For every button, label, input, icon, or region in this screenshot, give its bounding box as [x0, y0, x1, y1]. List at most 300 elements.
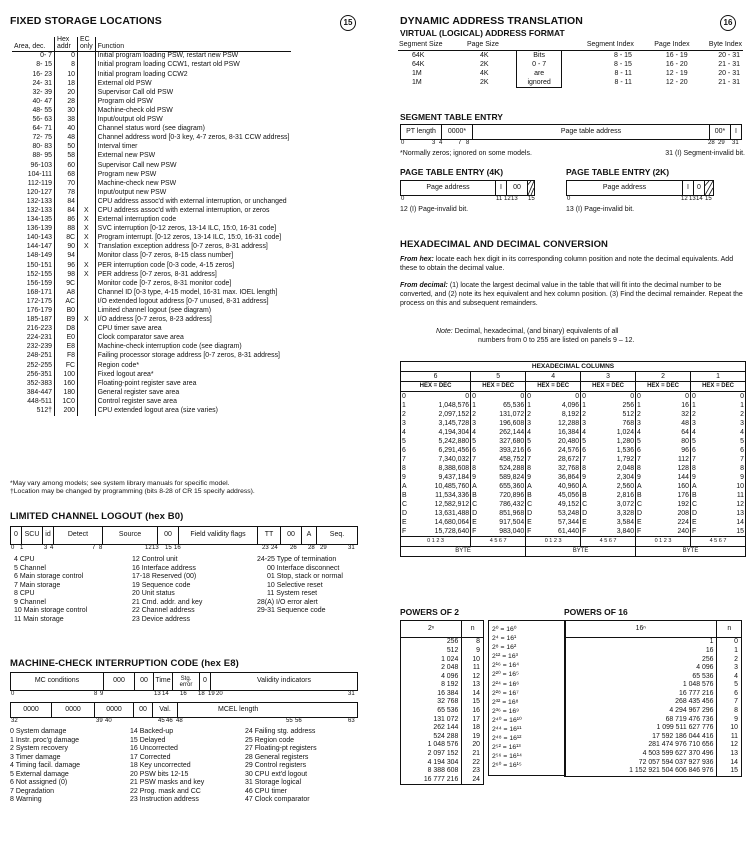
hex-table-row [401, 410, 746, 419]
hex-digit-cell: 8 [527, 464, 532, 472]
fixed-storage-cell: 232-239 [12, 343, 55, 352]
dec-value-cell: 15,728,640 [412, 527, 470, 537]
hatch-icon [705, 181, 713, 195]
fixed-storage-row [12, 188, 291, 197]
fixed-storage-cell [78, 106, 96, 115]
dec-value-cell: 262,144 [482, 428, 525, 437]
power-equivalence: 2²⁴ = 16⁶ [492, 680, 520, 688]
hex-col-number: 3 [581, 372, 636, 382]
bit-number: 46 [166, 718, 173, 724]
dec-value-cell: 224 [655, 518, 691, 527]
hex-digit-cell: 4 [527, 428, 532, 436]
fixed-storage-cell: 8 [55, 61, 78, 70]
bit-group-label: 4 5 6 7 [709, 538, 727, 545]
bit-number: 56 [295, 718, 302, 724]
fixed-storage-row [12, 361, 291, 370]
hex-digit-cell: 7 [402, 455, 406, 463]
vaf-cell: 8 - 11 [614, 69, 632, 77]
fixed-storage-cell [78, 143, 96, 152]
power-value: 65 536 [565, 672, 717, 681]
fixed-storage-cell: 40- 47 [12, 97, 55, 106]
fixed-storage-row [12, 161, 291, 170]
bit-number: 7 [458, 140, 462, 146]
hex-digit-cell: 8 [691, 464, 696, 472]
power-exponent: 10 [472, 655, 480, 663]
power-value: 256 [401, 638, 462, 647]
fixed-storage-cell: 248-251 [12, 352, 55, 361]
power-exponent: 9 [476, 646, 480, 654]
fixed-storage-cell: 78 [55, 188, 78, 197]
fixed-storage-cell: X [78, 234, 96, 243]
mcic-legend-item: 14 Backed-up [130, 728, 174, 735]
powers16-row [565, 647, 742, 656]
bit-number: 14 [162, 691, 169, 697]
lcl-legend-grid [14, 556, 367, 624]
fixed-storage-cell: 252-255 [12, 361, 55, 370]
power-exponent: 0 [734, 638, 738, 646]
fixed-storage-cell [78, 115, 96, 124]
fixed-storage-row [12, 88, 291, 97]
fixed-storage-cell: 56- 63 [12, 115, 55, 124]
hex-digit-cell: 6 [402, 446, 406, 454]
dec-value-cell: 14 [736, 518, 744, 526]
hex-digit-cell: 0 [637, 392, 641, 400]
lcl-legend-item: 4 CPU [14, 556, 35, 563]
fixed-storage-body [12, 51, 291, 415]
bit-number: 55 [286, 718, 293, 724]
hex-digit-cell: B [637, 491, 642, 499]
hex-col-numbers [401, 372, 746, 382]
dec-value-cell: 36,864 [539, 473, 581, 482]
fixed-storage-cell [78, 252, 96, 261]
fixed-storage-row [12, 179, 291, 188]
dec-value-cell: 1,536 [596, 446, 636, 455]
dec-value-cell: 16,384 [539, 428, 581, 437]
powers2-header: 2ⁿ [401, 621, 462, 638]
fixed-storage-cell: 156-159 [12, 279, 55, 288]
dec-value-cell: 1,024 [596, 428, 636, 437]
vaf-cell: 21 - 31 [718, 60, 740, 68]
bit-number: 39 [96, 718, 103, 724]
fixed-storage-cell: 100 [55, 370, 78, 379]
lcl-legend-item: 10 Main storage control [14, 607, 88, 615]
bit-number: 3 [432, 140, 436, 146]
hex-table-row [401, 401, 746, 410]
powers2-row [401, 690, 484, 699]
hex-digit-cell: 3 [582, 419, 586, 427]
vaf-cell: 64K [412, 60, 425, 68]
vaf-cell: 8 - 15 [614, 51, 632, 59]
fixed-storage-cell: 448-511 [12, 397, 55, 406]
dec-value-cell: 32 [655, 410, 691, 419]
hex-digit-cell: 1 [527, 401, 532, 409]
mcic-field: Time [154, 673, 173, 690]
hatch-icon [528, 181, 534, 195]
mcic-legend-item: 31 Storage logical [245, 779, 302, 787]
bit-number: 13 [152, 545, 159, 551]
ste-subtitle: SEGMENT TABLE ENTRY [400, 112, 503, 122]
mcic-row1-bits [10, 691, 356, 699]
fixed-storage-cell: B9 [55, 316, 78, 325]
fixed-storage-cell: 98 [55, 270, 78, 279]
fixed-storage-cell: Fixed logout area* [97, 370, 154, 378]
lcl-legend-item: 16 Interface address [132, 564, 196, 572]
hex-digit-cell: 6 [527, 446, 532, 454]
power-equivalence: 2¹² = 16³ [492, 653, 518, 661]
powers-equivalence-box [488, 620, 566, 776]
vaf-row [398, 60, 743, 69]
mcic-legend-item: 20 PSW bits 12-15 [130, 770, 189, 778]
hex-table-title: HEXADECIMAL COLUMNS [531, 362, 615, 370]
fixed-storage-cell: 256-351 [12, 370, 55, 379]
bit-number: 24 [271, 545, 278, 551]
fixed-storage-cell: 104-111 [12, 170, 55, 179]
hex-digit-cell: D [637, 509, 643, 517]
lcl-legend-item: 17-18 Reserved (00) [132, 573, 197, 581]
dec-value-cell: 9 [740, 473, 744, 481]
bit-number: 26 [290, 545, 297, 551]
bit-number: 40 [105, 718, 112, 724]
dec-value-cell: 53,248 [539, 509, 581, 518]
dec-value-cell: 786,432 [482, 500, 525, 509]
hex-digit-cell: 2 [582, 410, 586, 418]
pte2-note: 13 (I) Page-invalid bit. [566, 206, 635, 213]
hex-digit-cell: 2 [691, 410, 696, 418]
hex-digit-cell: C [637, 500, 643, 508]
dec-value-cell: 0 [596, 392, 636, 402]
fixed-storage-row [12, 379, 291, 388]
power-value: 2 097 152 [401, 750, 462, 759]
dec-value-cell: 40,960 [539, 482, 581, 491]
powers16-title: POWERS OF 16 [564, 607, 628, 617]
fixed-storage-cell [78, 388, 96, 397]
pte4-format-box [400, 180, 535, 196]
dec-value-cell: 524,288 [482, 464, 525, 473]
fixed-storage-cell: Supervisor Call new PSW [97, 161, 177, 169]
hex-digit-cell: F [691, 527, 697, 535]
fixed-storage-row [12, 206, 291, 215]
bit-number: 0 [401, 196, 405, 202]
bit-number: 12 [145, 545, 152, 551]
bit-number: 31 [348, 545, 355, 551]
fixed-storage-cell: 18 [55, 79, 78, 88]
dec-value-cell: 1,792 [596, 455, 636, 464]
power-exponent: 10 [730, 724, 738, 732]
dec-value-cell: 144 [655, 473, 691, 482]
fixed-storage-cell [78, 97, 96, 106]
mcic-legend-item: 6 Not assigned (0) [10, 779, 68, 787]
fixed-storage-cell: 10 [55, 70, 78, 79]
power-value: 4 194 304 [401, 758, 462, 767]
fixed-storage-cell [78, 343, 96, 352]
dec-value-cell: 96 [655, 446, 691, 455]
fixed-storage-row [12, 197, 291, 206]
hex-digit-cell: E [527, 518, 532, 526]
hex-digit-cell: 6 [472, 446, 476, 454]
fixed-storage-cell [78, 88, 96, 97]
vaf-header: Page Index [654, 41, 690, 48]
fixed-storage-row [12, 125, 291, 134]
dec-value-cell: 1,048,576 [412, 401, 470, 410]
fixed-storage-footnotes [10, 480, 255, 496]
fixed-storage-cell: Program old PSW [97, 97, 153, 105]
dec-value-cell: 13,631,488 [412, 509, 470, 518]
bit-number: 18 [198, 691, 205, 697]
hex-digit-cell: 0 [527, 392, 532, 400]
hex-digit-cell: 1 [402, 401, 406, 409]
dec-value-cell: 24,576 [539, 446, 581, 455]
fixed-storage-cell: Program interrupt. [0-12 zeros, 13-14 ILC, 15:0, 16-31 code] [97, 234, 282, 242]
fixed-storage-cell: Control register save area [97, 397, 177, 405]
fixed-storage-cell: 86 [55, 216, 78, 225]
fixed-storage-cell: B0 [55, 306, 78, 315]
hex-digit-cell: A [637, 482, 642, 490]
power-value: 268 435 456 [565, 698, 717, 707]
dec-value-cell: 0 [482, 392, 525, 402]
fixed-storage-cell [78, 379, 96, 388]
hex-digit-cell: 2 [472, 410, 476, 418]
hex-digit-cell: A [402, 482, 407, 490]
lcl-legend-item: 01 Stop, stack or normal [267, 573, 343, 581]
fixed-storage-cell: 0 [55, 51, 78, 61]
fixed-storage-cell: Region code* [97, 361, 140, 369]
mcic-legend-item: 7 Degradation [10, 787, 54, 795]
hex-digit-cell: 2 [402, 410, 406, 418]
pte2-field: I [683, 181, 694, 195]
hex-digit-cell: 0 [691, 392, 696, 400]
pte2-subtitle: PAGE TABLE ENTRY (2K) [566, 167, 670, 177]
bit-number: 29 [718, 140, 725, 146]
dec-value-cell: 589,824 [482, 473, 525, 482]
lcl-bit-numbers [10, 545, 356, 553]
dec-value-cell: 2,048 [596, 464, 636, 473]
hex-digit-cell: D [582, 509, 588, 517]
dec-value-cell: 2,816 [596, 491, 636, 500]
fixed-storage-cell: Input/output new PSW [97, 188, 167, 196]
hex-digit-cell: 5 [402, 437, 406, 445]
dec-value-cell: 3,145,728 [412, 419, 470, 428]
dec-value-cell: 240 [655, 527, 691, 537]
hex-table-row [401, 392, 746, 402]
mcic-legend-item: 0 System damage [10, 728, 67, 735]
vaf-header: Page Size [466, 41, 499, 48]
mcic-legend-item: 2 System recovery [10, 745, 68, 753]
hex-digit-cell: 9 [527, 473, 532, 481]
fixed-storage-cell: 88 [55, 225, 78, 234]
power-exponent: 19 [472, 732, 480, 740]
hex-col-header: HEX = DEC [526, 382, 581, 392]
pte4-field: 00 [507, 181, 528, 195]
hex-digit-cell: F [472, 527, 477, 535]
note-text: numbers from 0 to 255 are listed on panels 9 – 12. [478, 337, 635, 345]
bit-number: 12 [681, 196, 688, 202]
fixed-storage-cell: Initial program loading CCW2 [97, 70, 188, 78]
hex-digit-cell: B [527, 491, 532, 499]
hex-col-number: 1 [716, 372, 720, 380]
ste-format-box [400, 124, 742, 140]
bit-number: 9 [100, 691, 104, 697]
lcl-field: Source [103, 527, 158, 544]
fixed-storage-cell: Translation exception address [0-7 zeros, 8-31 address] [97, 243, 268, 251]
powers16-row [565, 733, 742, 742]
powers2-row [401, 733, 484, 742]
lcl-legend-item: 7 Main storage [14, 581, 61, 589]
hex-digit-cell: B [691, 491, 697, 499]
dec-value-cell: 12,288 [539, 419, 581, 428]
fixed-storage-cell: 84 [55, 197, 78, 206]
equivalence-list [492, 625, 562, 771]
vaf-header [517, 40, 562, 51]
fixed-storage-cell [78, 334, 96, 343]
mcic-title: MACHINE-CHECK INTERRUPTION CODE (hex E8) [10, 658, 239, 669]
hex-digit-cell: C [582, 500, 588, 508]
fixed-storage-cell: 28 [55, 97, 78, 106]
fixed-storage-cell: X [78, 216, 96, 225]
hex-digit-cell: 4 [691, 428, 696, 436]
hex-digit-cell: B [472, 491, 477, 499]
fixed-storage-cell: 40 [55, 125, 78, 134]
hex-digit-cell: 4 [472, 428, 476, 436]
fixed-storage-row [12, 243, 291, 252]
fixed-storage-cell: 8- 15 [12, 61, 55, 70]
powers2-row [401, 707, 484, 716]
vaf-cell: are [517, 69, 562, 78]
fixed-storage-cell: 70 [55, 179, 78, 188]
power-value: 4 294 967 296 [565, 707, 717, 716]
hex-table-row [401, 428, 746, 437]
fixed-storage-cell: Machine-check old PSW [97, 106, 173, 114]
footnote: *May vary among models; see system library manuals for specific model. [10, 480, 230, 487]
lcl-field: A [302, 527, 317, 544]
mcic-row2-bits [10, 718, 356, 726]
lcl-legend-item: 23 Device address [132, 615, 190, 623]
fixed-storage-cell: 68 [55, 170, 78, 179]
hex-digit-cell: 4 [582, 428, 586, 436]
fixed-storage-cell: CPU address assoc'd with external interruption, or zeros [97, 206, 270, 214]
fixed-storage-cell: Initial program loading CCW1, restart old PSW [97, 61, 240, 69]
hex-digit-cell: E [691, 518, 697, 526]
hex-table-row [401, 419, 746, 428]
fixed-storage-cell: 24- 31 [12, 79, 55, 88]
dec-value-cell: 8,192 [539, 410, 581, 419]
bit-number: 15 [528, 196, 535, 202]
hex-digit-cell: 1 [637, 401, 641, 409]
bit-number: 15 [705, 196, 712, 202]
bit-number: 8 [99, 545, 103, 551]
powers16-row [565, 698, 742, 707]
power-value: 1 024 [401, 655, 462, 664]
hex-digit-cell: 0 [582, 392, 586, 400]
power-exponent: 16 [472, 707, 480, 715]
hex-digit-cell: 9 [582, 473, 586, 481]
pte2-bit-numbers [566, 196, 716, 204]
ste-note: 31 (I) Segment-invalid bit. [665, 150, 745, 157]
hex-col-header: HEX = DEC [702, 383, 734, 390]
dec-value-cell: 9,437,184 [412, 473, 470, 482]
hex-digit-cell: F [402, 527, 407, 535]
bit-number: 48 [176, 718, 183, 724]
power-value: 4 503 599 627 370 496 [565, 750, 717, 759]
pte4-field: I [496, 181, 507, 195]
dec-value-cell: 3,584 [596, 518, 636, 527]
bit-number: 11 [496, 196, 503, 202]
mcic-legend-item: 28 General registers [245, 753, 309, 761]
fixed-storage-cell [78, 279, 96, 288]
powers2-row [401, 664, 484, 673]
mcic-legend-grid [10, 728, 365, 805]
dec-value-cell: 393,216 [482, 446, 525, 455]
hex-digit-cell: 0 [402, 392, 406, 400]
power-exponent: 12 [730, 741, 738, 749]
fixed-storage-cell: 32- 39 [12, 88, 55, 97]
dec-value-cell: 2,304 [596, 473, 636, 482]
pte2-field: 0 [694, 181, 705, 195]
power-exponent: 5 [734, 681, 738, 689]
power-value: 1 152 921 504 606 846 976 [565, 767, 717, 776]
powers16-row [565, 741, 742, 750]
dec-value-cell: 128 [655, 464, 691, 473]
dec-value-cell: 655,360 [482, 482, 525, 491]
fixed-storage-cell: PER interruption code [0-3 code, 4-15 zeros] [97, 261, 234, 269]
power-exponent: 11 [730, 732, 738, 740]
fixed-storage-cell: 384-447 [12, 388, 55, 397]
dec-value-cell: 0 [740, 392, 744, 400]
hex-digit-cell: A [691, 482, 697, 490]
power-exponent: 13 [730, 750, 738, 758]
dec-value-cell: 112 [655, 455, 691, 464]
dec-value-cell: 2,560 [596, 482, 636, 491]
dec-value-cell: 65,536 [482, 401, 525, 410]
fixed-storage-cell: X [78, 316, 96, 325]
lcl-legend-item: 12 Control unit [132, 556, 178, 563]
fixed-storage-cell [78, 134, 96, 143]
note-paragraph [436, 327, 746, 345]
col-header-ec: EC only [78, 37, 96, 51]
hex-table-row [401, 446, 746, 455]
pte4-note: 12 (I) Page-invalid bit. [400, 206, 469, 213]
hex-digit-cell: 7 [691, 455, 696, 463]
hex-table-row [401, 437, 746, 446]
fixed-storage-cell: 64- 71 [12, 125, 55, 134]
mcic-legend-item: 24 Failing stg. address [245, 728, 316, 735]
mcic-format-row1 [10, 672, 358, 691]
vaf-cell: 0 - 7 [517, 60, 562, 69]
dec-value-cell: 6 [740, 446, 744, 454]
power-exponent: 1 [734, 646, 738, 654]
fixed-storage-cell: X [78, 261, 96, 270]
vaf-header: Segment Size [399, 41, 443, 48]
hex-digit-cell: 6 [691, 446, 696, 454]
note-label: Note: [436, 328, 453, 335]
fixed-storage-cell: 134-135 [12, 216, 55, 225]
power-value: 524 288 [401, 733, 462, 742]
hex-digit-cell: 7 [527, 455, 532, 463]
power-exponent: 20 [472, 741, 480, 749]
hex-table-row [401, 527, 746, 537]
power-exponent: 9 [734, 715, 738, 723]
dec-value-cell: 6,291,456 [412, 446, 470, 455]
hex-digit-cell: E [582, 518, 587, 526]
vaf-body [398, 51, 743, 88]
hex-digit-cell: 8 [472, 464, 476, 472]
fixed-storage-cell: 132-133 [12, 197, 55, 206]
fixed-storage-cell: 140-143 [12, 234, 55, 243]
mcic-field: 0000 [95, 703, 134, 717]
power-equivalence: 2²⁰ = 16⁵ [492, 671, 519, 679]
fixed-storage-cell: 148-149 [12, 252, 55, 261]
hex-digit-cell: E [637, 518, 642, 526]
powers16-row [565, 672, 742, 681]
